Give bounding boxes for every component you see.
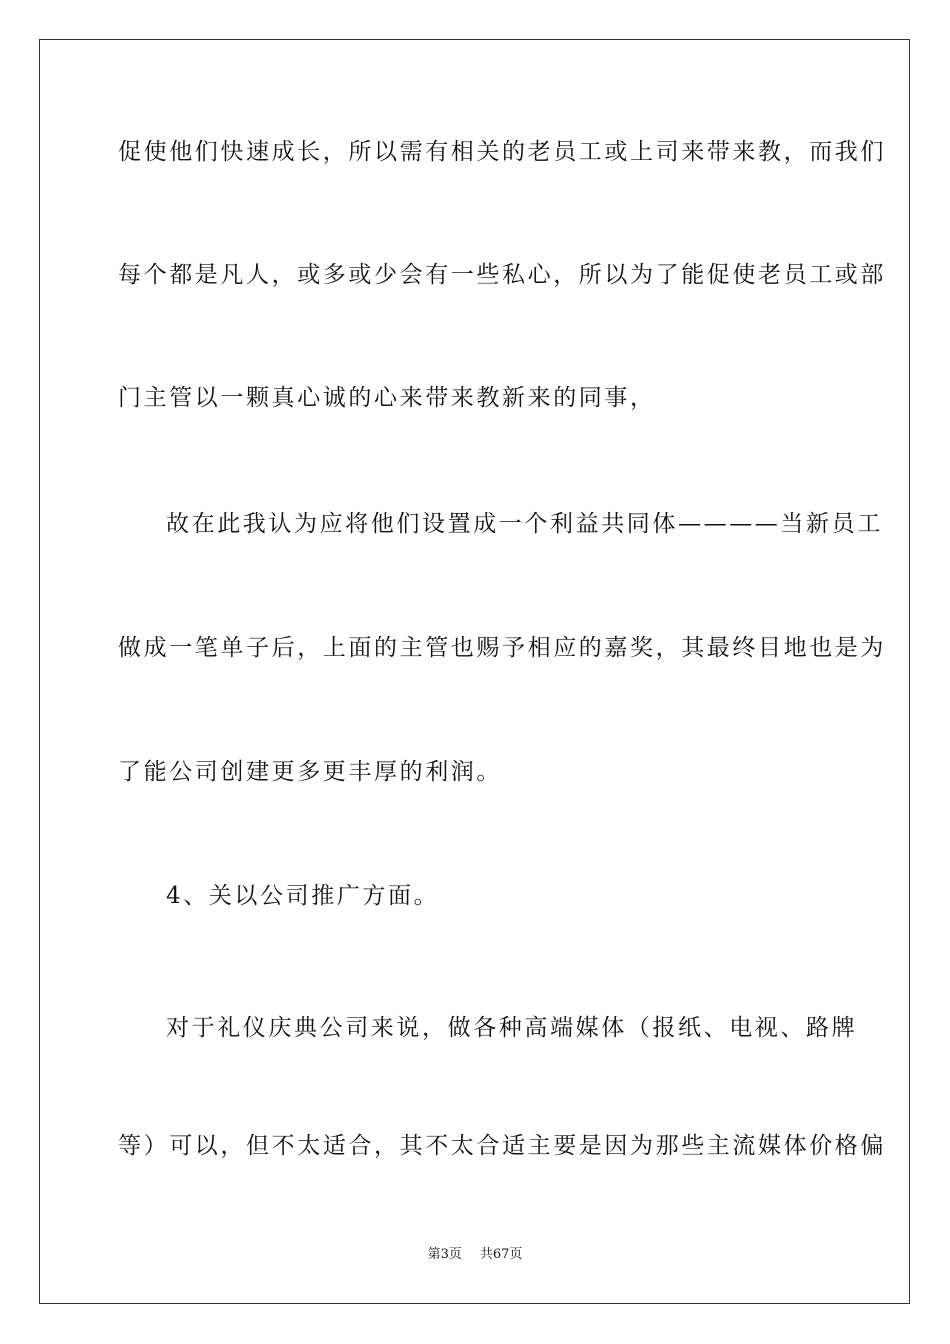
text-line-6: 了能公司创建更多更丰厚的利润。 [118,759,502,785]
text-line-4: 故在此我认为应将他们设置成一个利益共同体————当新员工 [166,511,883,537]
page-footer [0,1243,950,1262]
text-line-8: 对于礼仪庆典公司来说，做各种高端媒体（报纸、电视、路牌 [166,1015,858,1041]
total-pages: 共67页 [479,1247,523,1262]
page-number: 第3页 [427,1247,462,1262]
text-line-9: 等）可以，但不太适合，其不太合适主要是因为那些主流媒体价格偏 [118,1133,886,1159]
text-line-1: 促使他们快速成长，所以需有相关的老员工或上司来带来教，而我们 [118,139,886,165]
text-line-2: 每个都是凡人，或多或少会有一些私心，所以为了能促使老员工或部 [118,262,886,288]
page-border [39,39,910,1304]
text-line-5: 做成一笔单子后，上面的主管也赐予相应的嘉奖，其最终目地也是为 [118,635,886,661]
text-line-7: 4、关以公司推广方面。 [166,883,440,909]
text-line-3: 门主管以一颗真心诚的心来带来教新来的同事， [118,385,656,411]
